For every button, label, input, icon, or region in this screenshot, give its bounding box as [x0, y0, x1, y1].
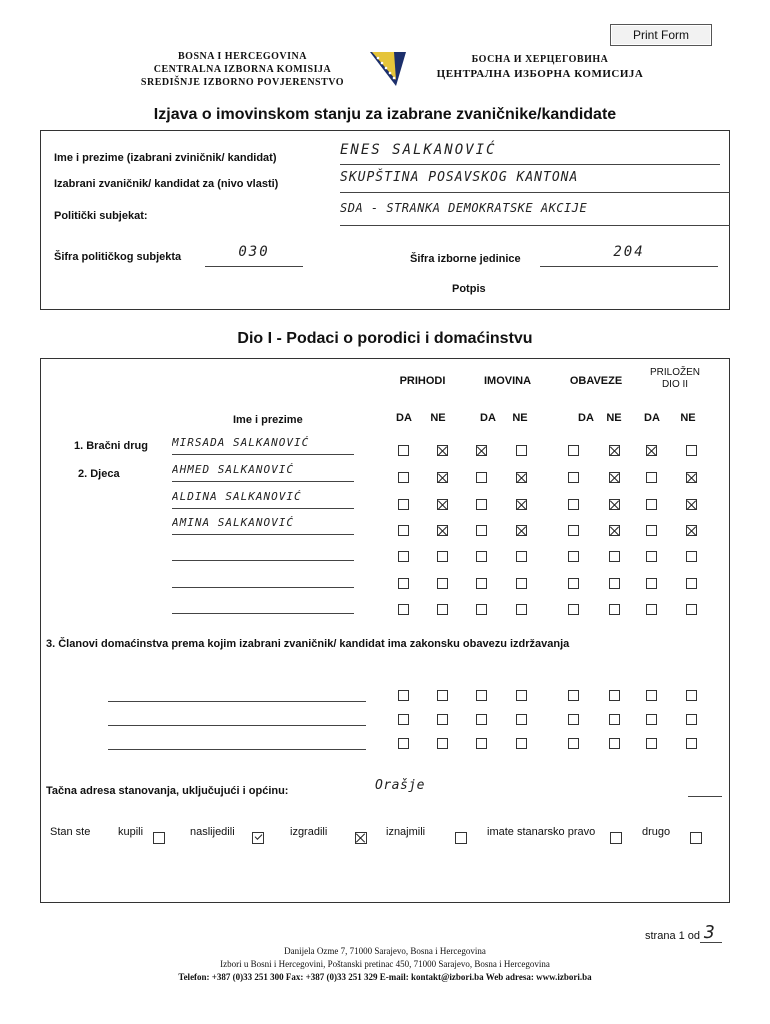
children-label: 2. Djeca [78, 468, 120, 480]
housing-option-label: iznajmili [386, 826, 426, 838]
sub-header-da: DA [480, 412, 496, 424]
name-field[interactable]: ENES SALKANOVIĆ [340, 142, 720, 165]
member-checkbox[interactable] [568, 445, 579, 456]
member-checkbox[interactable] [476, 551, 487, 562]
member-checkbox[interactable] [476, 525, 487, 536]
member-checkbox[interactable] [398, 499, 409, 510]
header-right-line: ЦЕНТРАЛНА ИЗБОРНА КОМИСИЈА [436, 68, 644, 80]
party-code-field[interactable]: 030 [205, 244, 303, 267]
member-name-field[interactable]: AHMED SALKANOVIĆ [172, 463, 354, 482]
sub-header-ne: NE [680, 412, 696, 424]
member-checkbox[interactable] [476, 578, 487, 589]
housing-option-checkbox[interactable] [252, 832, 264, 844]
party-label: Politički subjekat: [54, 210, 148, 222]
member-checkbox[interactable] [516, 445, 527, 456]
header-left [100, 50, 385, 89]
member-checkbox[interactable] [568, 551, 579, 562]
member-checkbox[interactable] [398, 472, 409, 483]
household-checkbox[interactable] [568, 690, 579, 701]
household-checkbox[interactable] [516, 690, 527, 701]
member-checkbox[interactable] [609, 525, 620, 536]
sub-header-da: DA [644, 412, 660, 424]
member-checkbox[interactable] [516, 551, 527, 562]
household-checkbox[interactable] [476, 714, 487, 725]
household-name-field[interactable] [108, 748, 366, 750]
form-title: Izjava o imovinskom stanju za izabrane zvaničnike/kandidate [153, 106, 617, 123]
housing-option-checkbox[interactable] [455, 832, 467, 844]
sub-header-ne: NE [430, 412, 446, 424]
member-checkbox[interactable] [686, 551, 697, 562]
household-checkbox[interactable] [398, 690, 409, 701]
member-name-field[interactable] [172, 569, 354, 588]
member-checkbox[interactable] [398, 525, 409, 536]
household-checkbox[interactable] [646, 714, 657, 725]
housing-option-label: kupili [118, 826, 144, 838]
member-checkbox[interactable] [686, 445, 697, 456]
member-checkbox[interactable] [568, 604, 579, 615]
footer-postal: Izbori u Bosni i Hercegovini, Poštanski pretinac 450, 71000 Sarajevo, Bosna i Hercegovina [220, 959, 550, 969]
housing-option-checkbox[interactable] [355, 832, 367, 844]
housing-option-checkbox[interactable] [690, 832, 702, 844]
member-checkbox[interactable] [609, 445, 620, 456]
address-field[interactable]: Orašje [375, 778, 425, 793]
household-checkbox[interactable] [568, 714, 579, 725]
household-name-field[interactable] [108, 700, 366, 702]
level-label: Izabrani zvaničnik/ kandidat za (nivo vlasti) [54, 178, 279, 190]
household-checkbox[interactable] [476, 738, 487, 749]
footer [0, 945, 770, 984]
member-checkbox[interactable] [686, 472, 697, 483]
address-underline [688, 796, 722, 797]
member-checkbox[interactable] [437, 578, 448, 589]
member-checkbox[interactable] [398, 445, 409, 456]
household-checkbox[interactable] [398, 738, 409, 749]
household-checkbox[interactable] [646, 738, 657, 749]
household-name-field[interactable] [108, 724, 366, 726]
print-form-button[interactable]: Print Form [610, 24, 712, 46]
spouse-label: 1. Bračni drug [74, 440, 148, 452]
member-checkbox[interactable] [437, 499, 448, 510]
header-left-line: CENTRALNA IZBORNA KOMISIJA [153, 64, 332, 75]
member-checkbox[interactable] [609, 551, 620, 562]
member-name-field[interactable]: AMINA SALKANOVIĆ [172, 516, 354, 535]
sub-header-da: DA [396, 412, 412, 424]
member-checkbox[interactable] [646, 472, 657, 483]
housing-label: Stan ste [50, 826, 91, 838]
member-name-field[interactable]: MIRSADA SALKANOVIĆ [172, 436, 354, 455]
header-right [410, 53, 670, 81]
page-label: strana 1 od [645, 930, 701, 942]
household-checkbox[interactable] [686, 714, 697, 725]
member-checkbox[interactable] [686, 499, 697, 510]
sub-header-ne: NE [606, 412, 622, 424]
page-total: 3 [704, 922, 715, 943]
member-checkbox[interactable] [568, 499, 579, 510]
household-checkbox[interactable] [516, 714, 527, 725]
housing-option-label: imate stanarsko pravo [487, 826, 596, 838]
header-left-line: SREDIŠNJE IZBORNO POVJERENSTVO [140, 77, 345, 88]
household-checkbox[interactable] [686, 690, 697, 701]
member-checkbox[interactable] [646, 445, 657, 456]
household-checkbox[interactable] [686, 738, 697, 749]
section-title: Dio I - Podaci o porodici i domaćinstvu [237, 330, 533, 347]
member-checkbox[interactable] [516, 525, 527, 536]
member-checkbox[interactable] [476, 445, 487, 456]
household-checkbox[interactable] [646, 690, 657, 701]
member-checkbox[interactable] [609, 472, 620, 483]
col-header-property: IMOVINA [483, 375, 532, 387]
member-checkbox[interactable] [568, 578, 579, 589]
member-checkbox[interactable] [609, 604, 620, 615]
level-field[interactable]: SKUPŠTINA POSAVSKOG KANTONA [340, 170, 730, 193]
member-checkbox[interactable] [398, 578, 409, 589]
member-checkbox[interactable] [437, 604, 448, 615]
member-checkbox[interactable] [646, 551, 657, 562]
member-checkbox[interactable] [516, 499, 527, 510]
name-column-header: Ime i prezime [233, 414, 303, 426]
member-checkbox[interactable] [476, 604, 487, 615]
member-checkbox[interactable] [516, 604, 527, 615]
party-field[interactable]: SDA - STRANKA DEMOKRATSKE AKCIJE [340, 201, 730, 226]
member-name-field[interactable]: ALDINA SALKANOVIĆ [172, 490, 354, 509]
page-total-underline [700, 942, 722, 943]
member-checkbox[interactable] [686, 578, 697, 589]
footer-address: Danijela Ozme 7, 71000 Sarajevo, Bosna i Hercegovina [284, 946, 486, 956]
col-header-income: PRIHODI [399, 375, 446, 387]
housing-option-label: naslijedili [190, 826, 235, 838]
member-checkbox[interactable] [646, 525, 657, 536]
member-checkbox[interactable] [568, 525, 579, 536]
household-checkbox[interactable] [437, 714, 448, 725]
household-label: 3. Članovi domaćinstva prema kojim izabrani zvaničnik/ kandidat ima zakonsku obavezu izdržavanja [46, 638, 570, 650]
col-header-attached: PRILOŽEN DIO II [649, 367, 700, 390]
signature-label: Potpis [452, 283, 486, 295]
member-checkbox[interactable] [437, 445, 448, 456]
housing-option-checkbox[interactable] [610, 832, 622, 844]
header-right-line: БОСНА И ХЕРЦЕГОВИНА [471, 54, 609, 65]
member-checkbox[interactable] [646, 578, 657, 589]
member-checkbox[interactable] [686, 604, 697, 615]
sub-header-da: DA [578, 412, 594, 424]
household-checkbox[interactable] [437, 690, 448, 701]
member-checkbox[interactable] [609, 499, 620, 510]
col-header-obligations: OBAVEZE [569, 375, 623, 387]
member-checkbox[interactable] [437, 472, 448, 483]
household-checkbox[interactable] [609, 714, 620, 725]
member-checkbox[interactable] [516, 578, 527, 589]
member-checkbox[interactable] [686, 525, 697, 536]
unit-code-label: Šifra izborne jedinice [410, 253, 521, 265]
household-checkbox[interactable] [568, 738, 579, 749]
member-checkbox[interactable] [476, 472, 487, 483]
household-checkbox[interactable] [609, 690, 620, 701]
footer-contact: Telefon: +387 (0)33 251 300 Fax: +387 (0)33 251 329 E-mail: kontakt@izbori.ba Web adresa: www.izbori.ba [178, 972, 592, 982]
housing-option-checkbox[interactable] [153, 832, 165, 844]
header-left-line: BOSNA I HERCEGOVINA [178, 51, 307, 62]
household-checkbox[interactable] [476, 690, 487, 701]
member-checkbox[interactable] [646, 499, 657, 510]
member-checkbox[interactable] [476, 499, 487, 510]
sub-header-ne: NE [512, 412, 528, 424]
member-checkbox[interactable] [398, 604, 409, 615]
member-name-field[interactable] [172, 542, 354, 561]
housing-option-label: drugo [642, 826, 671, 838]
name-label: Ime i prezime (izabrani zviničnik/ kandidat) [54, 152, 277, 164]
household-checkbox[interactable] [609, 738, 620, 749]
member-checkbox[interactable] [609, 578, 620, 589]
member-checkbox[interactable] [646, 604, 657, 615]
unit-code-field[interactable]: 204 [540, 244, 718, 267]
household-checkbox[interactable] [437, 738, 448, 749]
member-checkbox[interactable] [568, 472, 579, 483]
household-checkbox[interactable] [516, 738, 527, 749]
household-checkbox[interactable] [398, 714, 409, 725]
member-name-field[interactable] [172, 595, 354, 614]
coat-of-arms-icon [366, 50, 410, 88]
member-checkbox[interactable] [437, 525, 448, 536]
address-label: Tačna adresa stanovanja, uključujući i općinu: [46, 785, 289, 797]
member-checkbox[interactable] [398, 551, 409, 562]
party-code-label: Šifra političkog subjekta [54, 251, 182, 263]
member-checkbox[interactable] [516, 472, 527, 483]
housing-option-label: izgradili [290, 826, 328, 838]
member-checkbox[interactable] [437, 551, 448, 562]
